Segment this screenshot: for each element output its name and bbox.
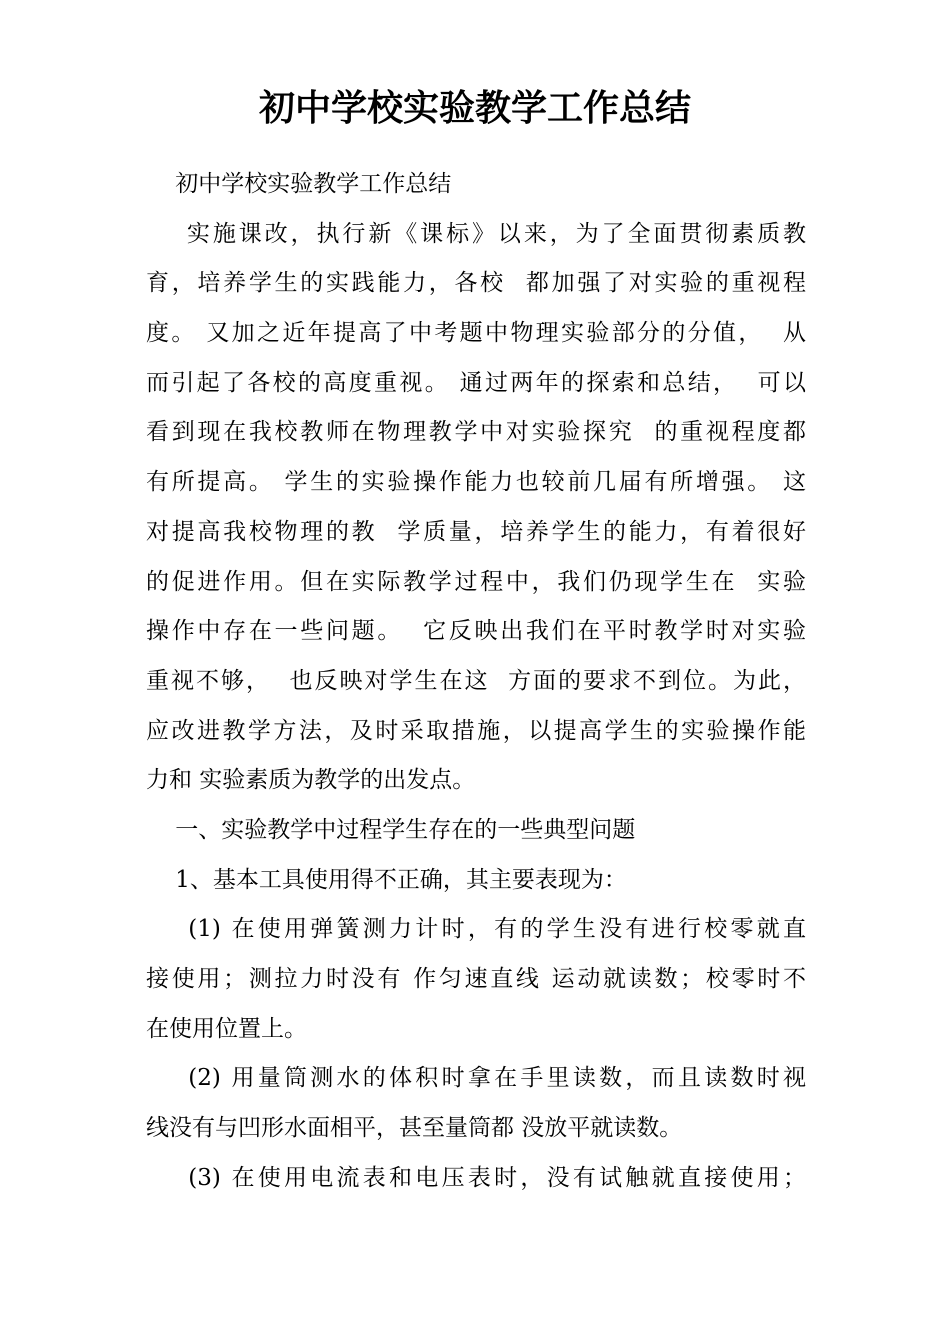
body-text-line: 操作中存在一些问题。 它反映出我们在平时教学时对实验 [146, 618, 806, 645]
body-text-line: 重视不够， 也反映对学生在这 方面的要求不到位。为此， [146, 667, 806, 694]
document-title: 初中学校实验教学工作总结 [258, 87, 691, 129]
body-text-line: 力和 实验素质为教学的出发点。 [146, 767, 476, 794]
body-text-line: 初中学校实验教学工作总结 [146, 171, 452, 197]
body-text-line: 在使用位置上。 [146, 1015, 307, 1042]
body-text-line: 线没有与凹形水面相平，甚至量筒都 没放平就读数。 [146, 1115, 683, 1142]
document-body [146, 160, 806, 1203]
body-text-line: 有所提高。 学生的实验操作能力也较前几届有所增强。 这 [146, 469, 806, 496]
body-text-line: 育，培养学生的实践能力，各校 都加强了对实验的重视程 [146, 270, 806, 297]
body-text-line: 一、实验教学中过程学生存在的一些典型问题 [146, 816, 636, 843]
body-text-line: (1) 在使用弹簧测力计时，有的学生没有进行校零就直 [146, 916, 806, 943]
body-text-line: 实施课改，执行新《课标》以来，为了全面贯彻素质教 [146, 220, 806, 247]
body-text-line: 接使用；测拉力时没有 作匀速直线 运动就读数；校零时不 [146, 966, 806, 992]
body-text-line: (3) 在使用电流表和电压表时，没有试触就直接使用； [146, 1164, 806, 1191]
body-text-line: 应改进教学方法，及时采取措施，以提高学生的实验操作能 [146, 717, 806, 744]
body-text-line: 度。 又加之近年提高了中考题中物理实验部分的分值， 从 [146, 320, 806, 347]
body-text-line: 1、基本工具使用得不正确，其主要表现为： [146, 866, 627, 893]
body-text-line: (2) 用量筒测水的体积时拿在手里读数，而且读数时视 [146, 1065, 806, 1092]
body-text-line: 而引起了各校的高度重视。 通过两年的探索和总结， 可以 [146, 369, 806, 396]
body-text-line: 看到现在我校教师在物理教学中对实验探究 的重视程度都 [146, 419, 806, 446]
body-text-line: 对提高我校物理的教 学质量，培养学生的能力，有着很好 [146, 518, 806, 545]
body-text-line: 的促进作用。但在实际教学过程中，我们仍现学生在 实验 [146, 568, 806, 595]
